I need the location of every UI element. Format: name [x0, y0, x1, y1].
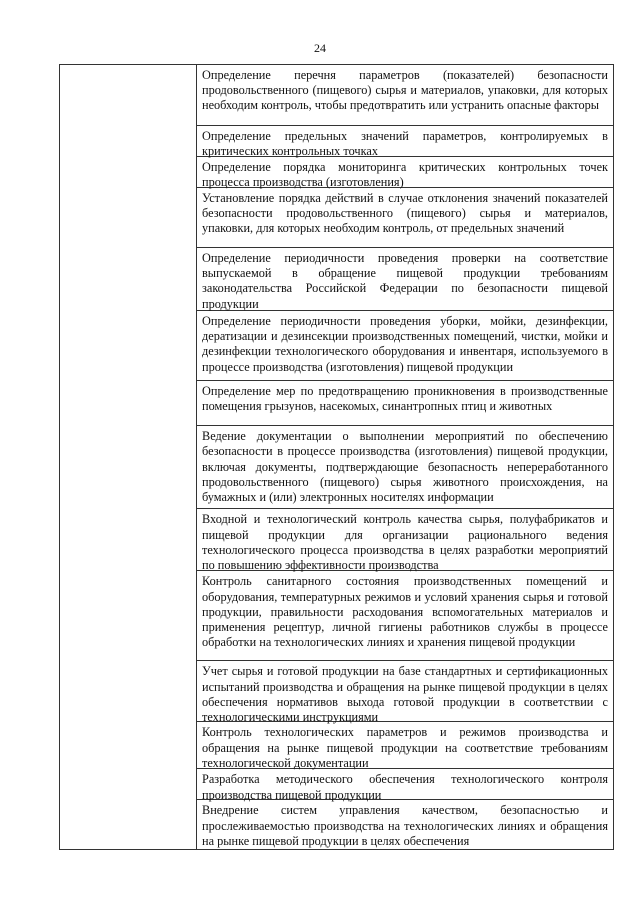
table-row: Определение периодичности проведения проверки на соответствие выпускаемой в обращение пищевой продукции требованиям законодательства Российской Федерации по безопасности пищевой продукции: [197, 248, 613, 311]
page-number: 24: [314, 41, 326, 55]
table-row: Определение периодичности проведения уборки, мойки, дезинфекции, дератизации и дезинсекции производственных помещений, чистки, мойки и дезинфекции технологического оборудования и инвентаря, используемого в процессе производства (изготовления) пищевой продукции: [197, 311, 613, 381]
table-row: Входной и технологический контроль качества сырья, полуфабрикатов и пищевой продукции для организации рационального ведения технологического процесса производства в целях разработки мероприятий по повышению эффективности производства: [197, 509, 613, 571]
table-left-column: [60, 65, 197, 849]
table-row: Определение порядка мониторинга критических контрольных точек процесса производства (изготовления): [197, 157, 613, 188]
table-row: Определение перечня параметров (показателей) безопасности продовольственного (пищевого) сырья и материалов, упаковки, для которых необходим контроль, чтобы предотвратить или устранить опасные факторы: [197, 65, 613, 126]
table-row: Определение предельных значений параметров, контролируемых в критических контрольных точках: [197, 126, 613, 157]
table-row: Разработка методического обеспечения технологического контроля производства пищевой продукции: [197, 769, 613, 800]
table-row: Определение мер по предотвращению проникновения в производственные помещения грызунов, насекомых, синантропных птиц и животных: [197, 381, 613, 427]
functions-table: [59, 64, 614, 850]
table-row: Контроль технологических параметров и режимов производства и обращения на рынке пищевой продукции на соответствие требованиям технологической документации: [197, 722, 613, 769]
table-right-column: [197, 65, 613, 849]
table-row: Учет сырья и готовой продукции на базе стандартных и сертификационных испытаний производства и обращения на рынке пищевой продукции в целях обеспечения нормативов выхода готовой продукции в соответствии с технологическими инструкциями: [197, 661, 613, 722]
table-row: Ведение документации о выполнении мероприятий по обеспечению безопасности в процессе производства (изготовления) пищевой продукции, включая документы, подтверждающие безопасность непереработанного продовольственного (пищевого) сырья животного происхождения, на бумажных и (или) электронных носителях информации: [197, 426, 613, 509]
table-row: Внедрение систем управления качеством, безопасностью и прослеживаемостью производства на технологических линиях и обращения на рынке пищевой продукции в целях обеспечения: [202, 803, 608, 848]
table-row: Установление порядка действий в случае отклонения значений показателей безопасности продовольственного (пищевого) сырья и материалов, упаковки, для которых необходим контроль, от предельных значений: [197, 188, 613, 248]
table-row: Контроль санитарного состояния производственных помещений и оборудования, температурных режимов и условий хранения сырья и готовой продукции, правильности расходования вспомогательных материалов и применения рецептур, личной гигиены работников службы в процессе обработки на технологических линиях и хранения пищевой продукции: [197, 571, 613, 661]
